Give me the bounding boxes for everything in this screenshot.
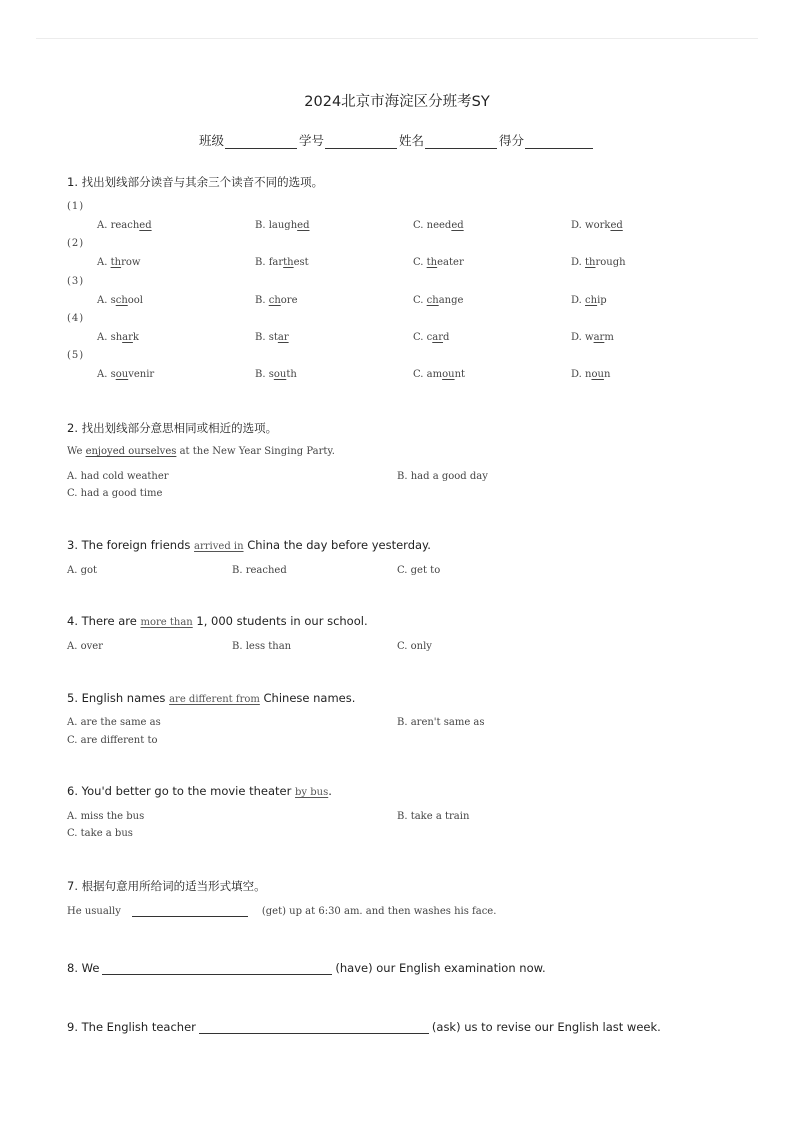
option-text: C. c [413, 332, 433, 343]
q2-option-b[interactable]: B. had a good day [397, 471, 488, 482]
option-text: A. s [97, 369, 116, 380]
option-text: A. s [97, 295, 116, 306]
underlined-letters: ar [277, 332, 289, 343]
q7-stem: 7. 根据句意用所给词的适当形式填空。 [67, 879, 266, 893]
q4-underlined: more than [140, 617, 193, 628]
q1-group-number: (2) [67, 238, 85, 249]
q1-option[interactable] [413, 220, 464, 231]
q5-underlined: are different from [169, 694, 260, 705]
underlined-letters: ed [451, 220, 464, 231]
q7-answer-blank[interactable] [132, 905, 248, 917]
q9-stem [67, 1020, 661, 1034]
option-text: venir [128, 369, 155, 380]
underlined-letters: ch [585, 295, 598, 306]
q1-option[interactable] [255, 295, 297, 306]
top-divider [36, 38, 758, 39]
q1-option[interactable] [413, 369, 465, 380]
q1-option[interactable] [97, 257, 140, 268]
option-text: B. st [255, 332, 278, 343]
underlined-letters: ch [115, 295, 128, 306]
score-label: 得分 [499, 133, 525, 148]
q2-stem: 2. 找出划线部分意思相同或相近的选项。 [67, 421, 278, 435]
q1-stem: 1. 找出划线部分读音与其余三个读音不同的选项。 [67, 175, 324, 189]
underlined-letters: ed [139, 220, 152, 231]
option-text: eater [437, 257, 464, 268]
option-text: m [604, 332, 614, 343]
q4-pre: 4. There are [67, 614, 141, 628]
name-label: 姓名 [399, 133, 425, 148]
q1-option[interactable] [255, 257, 309, 268]
option-text: B. [255, 295, 269, 306]
option-text: th [286, 369, 297, 380]
q1-option[interactable] [571, 220, 623, 231]
q1-option[interactable] [255, 369, 297, 380]
underlined-letters: ch [426, 295, 439, 306]
q6-stem [67, 784, 332, 798]
option-text: C. am [413, 369, 443, 380]
q4-post: 1, 000 students in our school. [192, 614, 368, 628]
underlined-letters: th [283, 257, 294, 268]
option-text: D. [571, 257, 586, 268]
q1-option[interactable] [413, 295, 463, 306]
q6-underlined: by bus [295, 787, 329, 798]
q1-option[interactable] [97, 295, 143, 306]
q1-option[interactable] [255, 332, 289, 343]
option-text: D. work [571, 220, 611, 231]
underlined-letters: th [585, 257, 596, 268]
underlined-letters: ar [432, 332, 444, 343]
q3-underlined: arrived in [194, 541, 244, 552]
q8-post: (have) our English examination now. [335, 961, 546, 975]
name-blank[interactable] [425, 135, 497, 149]
id-blank[interactable] [325, 135, 397, 149]
option-text: ip [597, 295, 607, 306]
option-text: C. [413, 257, 427, 268]
q2-sentence-pre: We [67, 446, 86, 457]
q5-pre: 5. English names [67, 691, 170, 705]
q1-option[interactable] [97, 332, 139, 343]
option-text: A. reach [97, 220, 140, 231]
q8-pre: 8. We [67, 961, 100, 975]
option-text: k [132, 332, 139, 343]
student-info-row [0, 131, 794, 149]
q5-stem [67, 691, 355, 705]
q5-post: Chinese names. [259, 691, 356, 705]
page-title: 2024北京市海淀区分班考SY [304, 94, 490, 110]
q4-option-b[interactable]: B. less than [232, 641, 292, 652]
q1-group-number: (4) [67, 313, 85, 324]
q1-group-number: (5) [67, 350, 85, 361]
q2-sentence-post: at the New Year Singing Party. [176, 446, 335, 457]
q6-option-b[interactable]: B. take a train [397, 811, 470, 822]
q7-sentence [67, 905, 496, 917]
q1-option[interactable] [97, 220, 152, 231]
option-text: nt [454, 369, 466, 380]
option-text: A. sh [97, 332, 123, 343]
option-text: B. laugh [255, 220, 298, 231]
class-label: 班级 [198, 133, 224, 148]
score-blank[interactable] [525, 135, 593, 149]
option-text: rough [595, 257, 626, 268]
underlined-letters: th [426, 257, 438, 268]
underlined-letters: ch [268, 295, 281, 306]
option-text: B. far [255, 257, 284, 268]
option-text: d [443, 332, 450, 343]
q4-stem [67, 614, 368, 628]
q6-option-a[interactable]: A. miss the bus [67, 811, 145, 822]
underlined-letters: ou [442, 369, 455, 380]
option-text: ange [438, 295, 464, 306]
q6-option-c[interactable]: C. take a bus [67, 828, 133, 839]
option-text: C. need [413, 220, 452, 231]
q6-post: . [328, 784, 332, 798]
q1-group-number: (3) [67, 276, 85, 287]
option-text: D. [571, 295, 586, 306]
q2-sentence [67, 446, 335, 457]
option-text: row [121, 257, 141, 268]
q8-answer-blank[interactable] [102, 961, 332, 975]
underlined-letters: ed [297, 220, 310, 231]
q1-option[interactable] [571, 295, 607, 306]
q5-option-c[interactable]: C. are different to [67, 735, 158, 746]
underlined-letters: ou [591, 369, 604, 380]
q1-option[interactable] [413, 332, 449, 343]
q1-group-number: (1) [67, 201, 85, 212]
q3-post: China the day before yesterday. [243, 538, 431, 552]
option-text: C. [413, 295, 427, 306]
option-text: n [603, 369, 611, 380]
q1-option[interactable] [413, 257, 464, 268]
q1-option[interactable] [571, 332, 614, 343]
q9-pre: 9. The English teacher [67, 1020, 196, 1034]
q3-stem [67, 538, 431, 552]
q6-pre: 6. You'd better go to the movie theater [67, 784, 295, 798]
underlined-letters: ou [273, 369, 287, 380]
underlined-letters: ar [593, 332, 605, 343]
underlined-letters: ou [115, 369, 129, 380]
underlined-letters: th [110, 257, 122, 268]
q4-option-c[interactable]: C. only [397, 641, 432, 652]
option-text: D. w [571, 332, 594, 343]
underlined-letters: ed [610, 220, 623, 231]
option-text: ore [280, 295, 298, 306]
class-blank[interactable] [225, 135, 297, 149]
option-text: est [293, 257, 309, 268]
q2-option-c[interactable]: C. had a good time [67, 488, 163, 499]
q9-post: (ask) us to revise our English last week. [431, 1020, 661, 1034]
q4-option-a[interactable]: A. over [67, 641, 103, 652]
q3-option-c[interactable]: C. get to [397, 565, 441, 576]
option-text: D. n [571, 369, 592, 380]
q8-stem [67, 961, 546, 975]
q5-option-a[interactable]: A. are the same as [67, 717, 161, 728]
q3-option-a[interactable]: A. got [67, 565, 98, 576]
q9-answer-blank[interactable] [199, 1020, 429, 1034]
option-text: B. s [255, 369, 274, 380]
q7-pre: He usually [67, 906, 121, 917]
underlined-letters: ar [122, 332, 133, 343]
q1-option[interactable] [571, 369, 610, 380]
q1-option[interactable] [97, 369, 154, 380]
q1-option[interactable] [571, 257, 626, 268]
q1-option[interactable] [255, 220, 309, 231]
q2-underlined: enjoyed ourselves [85, 446, 177, 457]
q3-option-b[interactable]: B. reached [232, 565, 287, 576]
q3-pre: 3. The foreign friends [67, 538, 195, 552]
option-text: ool [127, 295, 144, 306]
q2-option-a[interactable]: A. had cold weather [67, 471, 169, 482]
q7-post: (get) up at 6:30 am. and then washes his face. [261, 906, 497, 917]
option-text: A. [97, 257, 111, 268]
id-label: 学号 [298, 133, 324, 148]
q5-option-b[interactable]: B. aren't same as [397, 717, 485, 728]
